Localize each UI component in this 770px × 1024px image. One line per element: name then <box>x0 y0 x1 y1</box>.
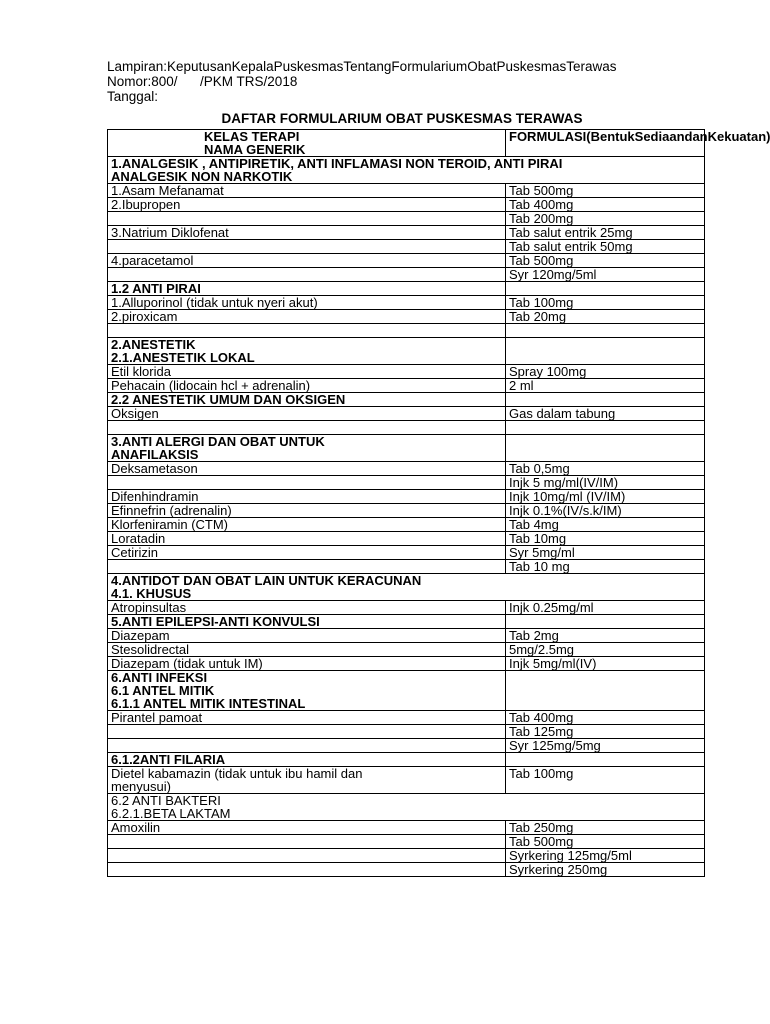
cell-text: 5.ANTI EPILEPSI-ANTI KONVULSI <box>111 614 320 629</box>
table-row <box>108 435 705 462</box>
cell-formulasi: Tab 250mg <box>506 821 705 835</box>
cell-nama-generik <box>108 393 506 407</box>
cell-nama-generik <box>108 574 705 601</box>
cell-nama-generik <box>108 629 506 643</box>
cell-formulasi: 5mg/2.5mg <box>506 643 705 657</box>
cell-text: 6.ANTI INFEKSI <box>111 670 208 685</box>
cell-text: Deksametason <box>111 461 198 476</box>
table-row <box>108 629 705 643</box>
cell-nama-generik <box>108 240 506 254</box>
cell-text: Diazepam (tidak untuk IM) <box>111 656 263 671</box>
cell-text: 6.1.1 ANTEL MITIK INTESTINAL <box>111 696 306 711</box>
cell-formulasi: Injk 5mg/ml(IV) <box>506 657 705 671</box>
cell-text: menyusui) <box>111 779 171 794</box>
table-row <box>108 157 705 184</box>
cell-nama-generik <box>108 324 506 338</box>
table-row <box>108 711 705 725</box>
cell-formulasi: Tab salut entrik 25mg <box>506 226 705 240</box>
cell-formulasi: Tab salut entrik 50mg <box>506 240 705 254</box>
cell-text: 6.2.1.BETA LAKTAM <box>111 806 231 821</box>
cell-nama-generik <box>108 739 506 753</box>
cell-nama-generik <box>108 157 705 184</box>
table-row <box>108 574 705 601</box>
table-row <box>108 310 705 324</box>
table-row <box>108 532 705 546</box>
table-row <box>108 296 705 310</box>
cell-text: Amoxilin <box>111 820 161 835</box>
cell-formulasi: Tab 2mg <box>506 629 705 643</box>
cell-formulasi: Syr 5mg/ml <box>506 546 705 560</box>
cell-formulasi: Injk 0.1%(IV/s.k/IM) <box>506 504 705 518</box>
document-header <box>107 59 617 104</box>
cell-text: ANALGESIK NON NARKOTIK <box>111 169 293 184</box>
cell-nama-generik <box>108 767 506 794</box>
cell-formulasi: Tab 4mg <box>506 518 705 532</box>
formulary-table <box>107 129 770 877</box>
table-row <box>108 421 705 435</box>
cell-text: Pirantel pamoat <box>111 710 203 725</box>
cell-nama-generik <box>108 601 506 615</box>
cell-formulasi <box>506 421 705 435</box>
cell-text: 6.2 ANTI BAKTERI <box>111 793 221 808</box>
table-row <box>108 821 705 835</box>
table-row <box>108 324 705 338</box>
table-row <box>108 794 705 821</box>
cell-nama-generik <box>108 476 506 490</box>
cell-formulasi: Tab 0,5mg <box>506 462 705 476</box>
cell-formulasi <box>506 282 705 296</box>
cell-nama-generik <box>108 546 506 560</box>
cell-text: Difenhindramin <box>111 489 199 504</box>
cell-formulasi <box>506 753 705 767</box>
table-row <box>108 725 705 739</box>
cell-text: Cetirizin <box>111 545 158 560</box>
table-row <box>108 462 705 476</box>
table-row <box>108 518 705 532</box>
cell-nama-generik <box>108 711 506 725</box>
cell-text: ANAFILAKSIS <box>111 447 199 462</box>
table-row <box>108 338 705 365</box>
table-row <box>108 407 705 421</box>
cell-formulasi: Tab 500mg <box>506 254 705 268</box>
cell-text: 2.piroxicam <box>111 309 178 324</box>
cell-nama-generik <box>108 435 506 462</box>
cell-nama-generik <box>108 198 506 212</box>
cell-formulasi: Tab 125mg <box>506 725 705 739</box>
table-row <box>108 767 705 794</box>
header-nomor: Nomor:800/ /PKM TRS/2018 <box>107 74 298 89</box>
col-header-formulasi: FORMULASI(BentukSediaandanKekuatan) <box>506 130 705 157</box>
cell-text: 1.Alluporinol (tidak untuk nyeri akut) <box>111 295 318 310</box>
cell-nama-generik <box>108 821 506 835</box>
table-row <box>108 739 705 753</box>
cell-text: Efinnefrin (adrenalin) <box>111 503 232 518</box>
cell-formulasi: Gas dalam tabung <box>506 407 705 421</box>
header-lampiran: Lampiran:KeputusanKepalaPuskesmasTentangFormulariumObatPuskesmasTerawas <box>107 59 617 74</box>
table-row <box>108 504 705 518</box>
cell-formulasi: Injk 0.25mg/ml <box>506 601 705 615</box>
cell-nama-generik <box>108 518 506 532</box>
cell-text: 1.Asam Mefanamat <box>111 183 224 198</box>
cell-formulasi: 2 ml <box>506 379 705 393</box>
table-row <box>108 657 705 671</box>
document-title: DAFTAR FORMULARIUM OBAT PUSKESMAS TERAWAS <box>221 111 583 126</box>
cell-formulasi: Injk 5 mg/ml(IV/IM) <box>506 476 705 490</box>
cell-formulasi <box>506 338 705 365</box>
cell-text: 4.ANTIDOT DAN OBAT LAIN UNTUK KERACUNAN <box>111 573 422 588</box>
cell-formulasi: Tab 10 mg <box>506 560 705 574</box>
cell-formulasi: Tab 20mg <box>506 310 705 324</box>
table-row <box>108 268 705 282</box>
cell-formulasi: Tab 100mg <box>506 296 705 310</box>
cell-text: 4.paracetamol <box>111 253 194 268</box>
cell-nama-generik <box>108 421 506 435</box>
cell-formulasi: Tab 200mg <box>506 212 705 226</box>
cell-nama-generik <box>108 282 506 296</box>
cell-text: 3.ANTI ALERGI DAN OBAT UNTUK <box>111 434 325 449</box>
cell-text: Loratadin <box>111 531 166 546</box>
cell-nama-generik <box>108 184 506 198</box>
table-row <box>108 615 705 629</box>
cell-text: Atropinsultas <box>111 600 187 615</box>
table-row <box>108 835 705 849</box>
table-row <box>108 863 705 877</box>
cell-text: 2.2 ANESTETIK UMUM DAN OKSIGEN <box>111 392 346 407</box>
cell-text: 6.1 ANTEL MITIK <box>111 683 215 698</box>
cell-nama-generik <box>108 532 506 546</box>
cell-nama-generik <box>108 849 506 863</box>
cell-formulasi: Tab 400mg <box>506 711 705 725</box>
cell-nama-generik <box>108 835 506 849</box>
cell-text: Klorfeniramin (CTM) <box>111 517 229 532</box>
cell-nama-generik <box>108 671 506 711</box>
table-row <box>108 560 705 574</box>
cell-formulasi <box>506 671 705 711</box>
cell-formulasi <box>506 435 705 462</box>
cell-formulasi: Syrkering 250mg <box>506 863 705 877</box>
cell-formulasi <box>506 324 705 338</box>
cell-formulasi: Syrkering 125mg/5ml <box>506 849 705 863</box>
table-row <box>108 254 705 268</box>
cell-nama-generik <box>108 863 506 877</box>
cell-nama-generik <box>108 365 506 379</box>
cell-formulasi: Spray 100mg <box>506 365 705 379</box>
cell-formulasi: Tab 500mg <box>506 184 705 198</box>
table-row <box>108 282 705 296</box>
table-row <box>108 671 705 711</box>
cell-text: 3.Natrium Diklofenat <box>111 225 229 240</box>
cell-nama-generik <box>108 753 506 767</box>
cell-nama-generik <box>108 794 705 821</box>
table-row <box>108 365 705 379</box>
table-row <box>108 753 705 767</box>
table-row <box>108 849 705 863</box>
cell-nama-generik <box>108 296 506 310</box>
cell-formulasi: Syr 125mg/5mg <box>506 739 705 753</box>
cell-text: Stesolidrectal <box>111 642 190 657</box>
cell-nama-generik <box>108 657 506 671</box>
cell-nama-generik <box>108 560 506 574</box>
cell-text: 1.ANALGESIK , ANTIPIRETIK, ANTI INFLAMASI NON TEROID, ANTI PIRAI <box>111 156 563 171</box>
cell-formulasi: Tab 500mg <box>506 835 705 849</box>
cell-text: 2.Ibupropen <box>111 197 181 212</box>
cell-text: 6.1.2ANTI FILARIA <box>111 752 226 767</box>
cell-nama-generik <box>108 725 506 739</box>
cell-nama-generik <box>108 338 506 365</box>
cell-text: Oksigen <box>111 406 159 421</box>
cell-text: 1.2 ANTI PIRAI <box>111 281 201 296</box>
table-row <box>108 643 705 657</box>
cell-nama-generik <box>108 379 506 393</box>
cell-formulasi: Injk 10mg/ml (IV/IM) <box>506 490 705 504</box>
cell-formulasi <box>506 615 705 629</box>
cell-formulasi: Tab 400mg <box>506 198 705 212</box>
table-row <box>108 379 705 393</box>
cell-text: Diazepam <box>111 628 170 643</box>
table-row <box>108 476 705 490</box>
cell-nama-generik <box>108 490 506 504</box>
table-row <box>108 490 705 504</box>
cell-nama-generik <box>108 643 506 657</box>
cell-nama-generik <box>108 407 506 421</box>
table-row <box>108 226 705 240</box>
header-tanggal: Tanggal: <box>107 89 159 104</box>
table-row <box>108 198 705 212</box>
cell-formulasi: Syr 120mg/5ml <box>506 268 705 282</box>
table-header-row <box>108 130 705 157</box>
table-row <box>108 240 705 254</box>
cell-text: 2.1.ANESTETIK LOKAL <box>111 350 255 365</box>
cell-nama-generik <box>108 462 506 476</box>
cell-formulasi <box>506 393 705 407</box>
cell-nama-generik <box>108 310 506 324</box>
table-row <box>108 212 705 226</box>
cell-text: Etil klorida <box>111 364 171 379</box>
cell-formulasi: Tab 100mg <box>506 767 705 794</box>
table-row <box>108 601 705 615</box>
table-row <box>108 393 705 407</box>
cell-nama-generik <box>108 268 506 282</box>
cell-nama-generik <box>108 615 506 629</box>
cell-nama-generik <box>108 212 506 226</box>
col-header-kelas-terapi: KELAS TERAPI NAMA GENERIK <box>108 130 506 157</box>
cell-text: 4.1. KHUSUS <box>111 586 192 601</box>
table-row <box>108 184 705 198</box>
cell-text: Dietel kabamazin (tidak untuk ibu hamil dan <box>111 766 363 781</box>
cell-nama-generik <box>108 226 506 240</box>
cell-nama-generik <box>108 504 506 518</box>
cell-nama-generik <box>108 254 506 268</box>
table-row <box>108 546 705 560</box>
cell-text: 2.ANESTETIK <box>111 337 196 352</box>
cell-formulasi: Tab 10mg <box>506 532 705 546</box>
cell-text: Pehacain (lidocain hcl + adrenalin) <box>111 378 311 393</box>
